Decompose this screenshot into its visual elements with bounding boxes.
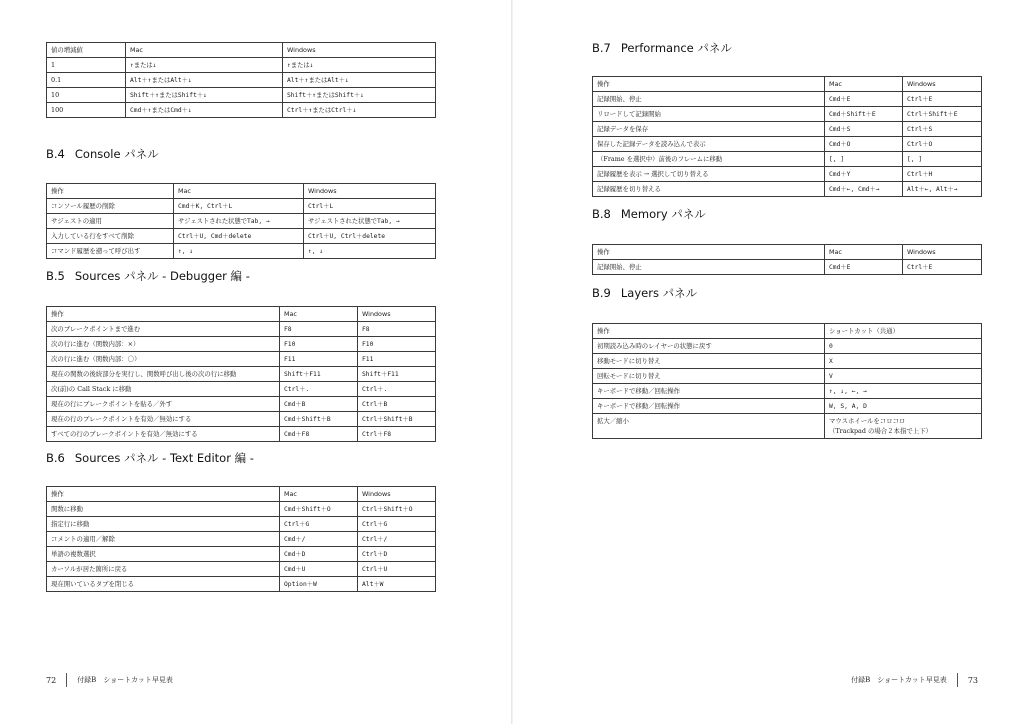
- mac-key-cell: [, ]: [825, 152, 903, 167]
- value-cell: 0.1: [47, 73, 126, 88]
- windows-key-cell: Alt＋W: [358, 577, 436, 592]
- mac-key-cell: Ctrl＋U, Cmd＋delete: [174, 229, 304, 244]
- memory-panel-section: [592, 206, 981, 275]
- table-row: [593, 384, 982, 399]
- table-row: [593, 182, 982, 197]
- book-spine: [511, 0, 513, 724]
- section-number: B.5: [46, 269, 65, 283]
- section-heading: [46, 146, 435, 162]
- table-row: [593, 167, 982, 182]
- table-row: [47, 562, 436, 577]
- shortcut-cell: 0: [825, 339, 982, 354]
- header-cell: ショートカット（共通）: [825, 324, 982, 339]
- operation-cell: 記録履歴を切り替える: [593, 182, 825, 197]
- section-title: Console パネル: [74, 147, 159, 161]
- operation-cell: リロードして記録開始: [593, 107, 825, 122]
- mac-key-cell: Cmd＋Shift＋B: [280, 412, 358, 427]
- header-cell: 操作: [593, 324, 825, 339]
- mac-key-cell: Cmd＋Y: [825, 167, 903, 182]
- mac-key-cell: Ctrl＋.: [280, 382, 358, 397]
- windows-key-cell: サジェストされた状態でTab, →: [304, 214, 436, 229]
- footer-title: 付録B ショートカット早見表: [851, 676, 947, 684]
- mac-key-cell: サジェストされた状態でTab, →: [174, 214, 304, 229]
- table-row: [593, 152, 982, 167]
- windows-key-cell: Ctrl＋U, Ctrl＋delete: [304, 229, 436, 244]
- windows-key-cell: F11: [358, 352, 436, 367]
- mac-key-cell: ↑または↓: [126, 58, 283, 73]
- windows-key-cell: ↑または↓: [283, 58, 436, 73]
- operation-cell: 次の行に進む（関数内部：×）: [47, 337, 280, 352]
- header-cell: 操作: [593, 77, 825, 92]
- layers-panel-section: [592, 285, 981, 439]
- section-number: B.6: [46, 451, 65, 465]
- windows-key-cell: F8: [358, 322, 436, 337]
- right-page-footer: [851, 673, 978, 687]
- performance-shortcut-table: [592, 76, 982, 197]
- mac-key-cell: Cmd＋Shift＋E: [825, 107, 903, 122]
- windows-key-cell: Ctrl＋/: [358, 532, 436, 547]
- footer-title: 付録B ショートカット早見表: [77, 676, 173, 684]
- table-row: [47, 532, 436, 547]
- mac-key-cell: Cmd＋K, Ctrl＋L: [174, 199, 304, 214]
- table-row: [593, 414, 982, 439]
- windows-key-cell: Ctrl＋.: [358, 382, 436, 397]
- table-row: [593, 354, 982, 369]
- windows-key-cell: Alt＋↑またはAlt＋↓: [283, 73, 436, 88]
- header-cell: Mac: [174, 184, 304, 199]
- section-title: Performance パネル: [620, 41, 732, 55]
- operation-cell: 単語の複数選択: [47, 547, 280, 562]
- mac-key-cell: Cmd＋/: [280, 532, 358, 547]
- windows-key-cell: Ctrl＋B: [358, 397, 436, 412]
- mac-key-cell: Cmd＋O: [825, 137, 903, 152]
- table-header-row: [593, 324, 982, 339]
- mac-key-cell: Ctrl＋G: [280, 517, 358, 532]
- table-row: [47, 427, 436, 442]
- mac-key-cell: Shift＋↑またはShift＋↓: [126, 88, 283, 103]
- section-title: Sources パネル - Debugger 編 -: [74, 269, 250, 283]
- shortcut-cell: X: [825, 354, 982, 369]
- table-row: [593, 92, 982, 107]
- header-cell: Mac: [825, 77, 903, 92]
- operation-cell: 記録開始、停止: [593, 92, 825, 107]
- shortcut-line: マウスホイールをコロコロ: [829, 417, 906, 425]
- value-cell: 10: [47, 88, 126, 103]
- table-row: [47, 412, 436, 427]
- header-cell: Mac: [825, 245, 903, 260]
- operation-cell: 回転モードに切り替え: [593, 369, 825, 384]
- table-row: [593, 107, 982, 122]
- operation-cell: カーソルが居た箇所に戻る: [47, 562, 280, 577]
- table-row: [47, 322, 436, 337]
- operation-cell: 記録データを保存: [593, 122, 825, 137]
- windows-key-cell: Ctrl＋↑またはCtrl＋↓: [283, 103, 436, 118]
- header-cell: Windows: [283, 43, 436, 58]
- windows-key-cell: Ctrl＋F8: [358, 427, 436, 442]
- operation-cell: コメントの適用／解除: [47, 532, 280, 547]
- operation-cell: 入力している行をすべて削除: [47, 229, 174, 244]
- operation-cell: 現在の行にブレークポイントを貼る／外す: [47, 397, 280, 412]
- header-cell: Windows: [903, 77, 982, 92]
- layers-shortcut-table: [592, 323, 982, 439]
- section-title: Layers パネル: [620, 286, 698, 300]
- operation-cell: コマンド履歴を遡って呼び出す: [47, 244, 174, 259]
- operation-cell: 現在開いているタブを閉じる: [47, 577, 280, 592]
- section-heading: [592, 285, 981, 301]
- mac-key-cell: F11: [280, 352, 358, 367]
- section-number: B.4: [46, 147, 65, 161]
- mac-key-cell: F10: [280, 337, 358, 352]
- operation-cell: 指定行に移動: [47, 517, 280, 532]
- mac-key-cell: Alt＋↑またはAlt＋↓: [126, 73, 283, 88]
- windows-key-cell: Shift＋↑またはShift＋↓: [283, 88, 436, 103]
- operation-cell: （Frame を選択中）前後のフレームに移動: [593, 152, 825, 167]
- table-row: [47, 382, 436, 397]
- section-heading: [46, 450, 435, 466]
- section-title: Memory パネル: [620, 207, 706, 221]
- mac-key-cell: Option＋W: [280, 577, 358, 592]
- console-panel-section: [46, 146, 435, 259]
- table-row: [47, 214, 436, 229]
- table-row: [47, 199, 436, 214]
- windows-key-cell: Ctrl＋D: [358, 547, 436, 562]
- table-row: [593, 369, 982, 384]
- table-header-row: [593, 245, 982, 260]
- table-row: [47, 73, 436, 88]
- table-row: [47, 58, 436, 73]
- table-row: [593, 260, 982, 275]
- header-cell: 操作: [593, 245, 825, 260]
- operation-cell: サジェストの適用: [47, 214, 174, 229]
- mac-key-cell: Cmd＋U: [280, 562, 358, 577]
- operation-cell: 現在の行のブレークポイントを有効／無効にする: [47, 412, 280, 427]
- header-cell: Windows: [358, 487, 436, 502]
- operation-cell: 拡大／縮小: [593, 414, 825, 439]
- operation-cell: 次の行に進む（関数内部：〇）: [47, 352, 280, 367]
- windows-key-cell: Alt＋←, Alt＋→: [903, 182, 982, 197]
- table-header-row: [47, 184, 436, 199]
- table-row: [47, 547, 436, 562]
- table-row: [47, 103, 436, 118]
- table-row: [593, 339, 982, 354]
- windows-key-cell: Ctrl＋E: [903, 92, 982, 107]
- header-cell: Mac: [280, 307, 358, 322]
- windows-key-cell: Ctrl＋U: [358, 562, 436, 577]
- table-header-row: [47, 43, 436, 58]
- operation-cell: 次のブレークポイントまで進む: [47, 322, 280, 337]
- mac-key-cell: Cmd＋F8: [280, 427, 358, 442]
- mac-key-cell: Cmd＋←, Cmd＋→: [825, 182, 903, 197]
- mac-key-cell: Cmd＋D: [280, 547, 358, 562]
- value-cell: 1: [47, 58, 126, 73]
- mac-key-cell: Shift＋F11: [280, 367, 358, 382]
- operation-cell: 移動モードに切り替え: [593, 354, 825, 369]
- windows-key-cell: ↑, ↓: [304, 244, 436, 259]
- windows-key-cell: Ctrl＋G: [358, 517, 436, 532]
- windows-key-cell: Shift＋F11: [358, 367, 436, 382]
- operation-cell: 現在の関数の後続部分を実行し、関数呼び出し後の次の行に移動: [47, 367, 280, 382]
- mac-key-cell: Cmd＋↑またはCmd＋↓: [126, 103, 283, 118]
- section-heading: [592, 206, 981, 222]
- table-row: [47, 502, 436, 517]
- performance-panel-section: [592, 40, 981, 197]
- shortcut-cell: ↑, ↓, ←, →: [825, 384, 982, 399]
- windows-key-cell: Ctrl＋L: [304, 199, 436, 214]
- value-increment-table: [46, 42, 436, 118]
- header-cell: Windows: [304, 184, 436, 199]
- page-number: 72: [46, 675, 57, 685]
- section-heading: [46, 268, 435, 284]
- windows-key-cell: Ctrl＋Shift＋B: [358, 412, 436, 427]
- header-cell: 操作: [47, 184, 174, 199]
- debugger-shortcut-table: [46, 306, 436, 442]
- shortcut-cell: V: [825, 369, 982, 384]
- mac-key-cell: Cmd＋E: [825, 260, 903, 275]
- section-number: B.9: [592, 286, 611, 300]
- header-cell: 値の増減値: [47, 43, 126, 58]
- section-number: B.7: [592, 41, 611, 55]
- memory-shortcut-table: [592, 244, 982, 275]
- windows-key-cell: Ctrl＋S: [903, 122, 982, 137]
- table-header-row: [47, 487, 436, 502]
- header-cell: 操作: [47, 307, 280, 322]
- header-cell: Mac: [126, 43, 283, 58]
- table-row: [47, 337, 436, 352]
- page-number: 73: [967, 675, 978, 685]
- windows-key-cell: Ctrl＋O: [903, 137, 982, 152]
- operation-cell: コンソール履歴の削除: [47, 199, 174, 214]
- shortcut-cell: [825, 414, 982, 439]
- mac-key-cell: Cmd＋Shift＋O: [280, 502, 358, 517]
- mac-key-cell: Cmd＋E: [825, 92, 903, 107]
- windows-key-cell: Ctrl＋E: [903, 260, 982, 275]
- windows-key-cell: Ctrl＋Shift＋E: [903, 107, 982, 122]
- header-cell: Mac: [280, 487, 358, 502]
- console-shortcut-table: [46, 183, 436, 259]
- header-cell: Windows: [358, 307, 436, 322]
- operation-cell: 記録開始、停止: [593, 260, 825, 275]
- operation-cell: キーボードで移動／回転操作: [593, 399, 825, 414]
- table-row: [47, 517, 436, 532]
- section-heading: [592, 40, 981, 56]
- windows-key-cell: Ctrl＋H: [903, 167, 982, 182]
- windows-key-cell: [, ]: [903, 152, 982, 167]
- table-row: [47, 244, 436, 259]
- shortcut-note: （Trackpad の場合２本指で上下）: [829, 427, 932, 435]
- operation-cell: 記録履歴を表示 → 選択して切り替える: [593, 167, 825, 182]
- table-row: [593, 122, 982, 137]
- left-page-footer: [46, 673, 173, 687]
- table-header-row: [47, 307, 436, 322]
- mac-key-cell: ↑, ↓: [174, 244, 304, 259]
- operation-cell: 関数に移動: [47, 502, 280, 517]
- sources-debugger-section: [46, 268, 435, 442]
- value-increment-section: [46, 42, 435, 118]
- table-row: [47, 229, 436, 244]
- operation-cell: 初期読み込み時のレイヤーの状態に戻す: [593, 339, 825, 354]
- section-title: Sources パネル - Text Editor 編 -: [74, 451, 254, 465]
- value-cell: 100: [47, 103, 126, 118]
- mac-key-cell: Cmd＋S: [825, 122, 903, 137]
- mac-key-cell: F8: [280, 322, 358, 337]
- shortcut-cell: W, S, A, D: [825, 399, 982, 414]
- mac-key-cell: Cmd＋B: [280, 397, 358, 412]
- windows-key-cell: F10: [358, 337, 436, 352]
- table-row: [47, 367, 436, 382]
- section-number: B.8: [592, 207, 611, 221]
- table-row: [47, 577, 436, 592]
- operation-cell: キーボードで移動／回転操作: [593, 384, 825, 399]
- windows-key-cell: Ctrl＋Shift＋O: [358, 502, 436, 517]
- table-row: [593, 399, 982, 414]
- table-header-row: [593, 77, 982, 92]
- operation-cell: 保存した記録データを読み込んで表示: [593, 137, 825, 152]
- operation-cell: 次(前)の Call Stack に移動: [47, 382, 280, 397]
- header-cell: Windows: [903, 245, 982, 260]
- footer-divider: [66, 673, 67, 687]
- text-editor-shortcut-table: [46, 486, 436, 592]
- footer-divider: [957, 673, 958, 687]
- table-row: [47, 397, 436, 412]
- table-row: [47, 352, 436, 367]
- sources-text-editor-section: [46, 450, 435, 592]
- table-row: [593, 137, 982, 152]
- header-cell: 操作: [47, 487, 280, 502]
- table-row: [47, 88, 436, 103]
- operation-cell: すべての行のブレークポイントを有効／無効にする: [47, 427, 280, 442]
